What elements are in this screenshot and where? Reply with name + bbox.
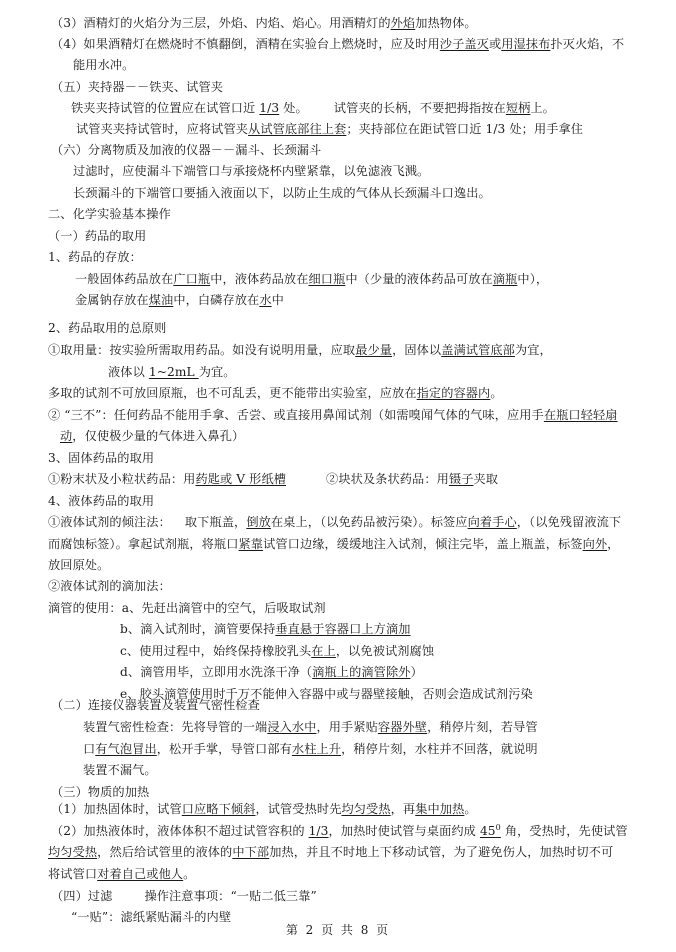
text-line	[48, 493, 154, 509]
text-line	[73, 163, 429, 179]
text-segment: 中），	[517, 272, 549, 286]
underlined-keyword: 在上	[311, 644, 336, 658]
text-line	[51, 823, 628, 839]
underlined-keyword: 均匀受热	[48, 845, 98, 859]
text-line	[71, 100, 555, 116]
text-segment: 多取的试剂不可放回原瓶，也不可乱丢，更不能带出实验室，应放在	[48, 386, 417, 400]
text-line	[48, 320, 166, 336]
underlined-keyword: 对着自己或他人	[97, 867, 184, 881]
text-line	[76, 121, 583, 137]
text-segment: ，	[607, 537, 620, 551]
text-segment: 长颈漏斗的下端管口要插入液面以下，以防止生成的气体从长颈漏斗口逸出。	[73, 186, 491, 200]
text-line	[120, 643, 434, 659]
text-segment: （六）分离物质及加液的仪器－－漏斗、长颈漏斗	[51, 143, 322, 157]
text-line	[83, 762, 157, 778]
text-line	[48, 249, 142, 265]
text-line	[83, 741, 538, 757]
superscript: 0	[495, 823, 501, 832]
underlined-keyword: 用湿抹布	[501, 37, 551, 51]
underlined-keyword: 口应略下倾斜	[181, 802, 256, 816]
text-segment: ，加热时使试管与桌面约成	[328, 824, 480, 838]
text-segment: 上。	[530, 101, 555, 115]
text-segment: 操作注意事项：“一贴二低三靠”	[144, 889, 317, 903]
text-segment: 3、固体药品的取用	[48, 451, 155, 465]
text-line	[48, 228, 146, 244]
text-segment: 夹取	[473, 472, 499, 486]
underlined-keyword: 药匙或 V 形纸槽	[195, 472, 287, 486]
text-segment: 一般固体药品放在	[75, 272, 174, 286]
text-line	[73, 185, 491, 201]
text-segment: 装置气密性检查：先将导管的一端	[83, 720, 268, 734]
text-line	[51, 801, 477, 817]
underlined-keyword: 紧靠	[238, 537, 264, 551]
text-line	[48, 514, 621, 530]
text-segment: ，以免被试剂腐蚀	[335, 644, 435, 658]
text-segment: ，再	[390, 802, 416, 816]
underlined-keyword: 中下部	[232, 845, 270, 859]
text-line	[51, 142, 321, 158]
underlined-keyword: 1/3	[308, 824, 329, 838]
text-segment: 4、液体药品的取用	[48, 494, 155, 508]
text-segment: 。	[464, 802, 477, 816]
text-segment: ①粉末状及小粒状药品：用	[48, 472, 196, 486]
text-line	[48, 536, 619, 552]
text-segment: ，松开手掌，导管口部有	[156, 742, 292, 756]
underlined-keyword: 细口瓶	[308, 272, 346, 286]
underlined-keyword: $45^0$	[479, 823, 501, 838]
text-segment: （五）夹持器－－铁夹、试管夹	[51, 80, 224, 94]
text-line	[48, 342, 552, 358]
text-segment: 角，受热时，先使试管	[500, 824, 628, 838]
text-line	[51, 697, 260, 713]
text-segment: 或	[488, 37, 502, 51]
text-segment: 金属钠存放在	[75, 293, 149, 307]
underlined-keyword: 水柱上升	[291, 742, 342, 756]
text-segment: 口	[83, 742, 96, 756]
text-segment: 将试管口	[48, 867, 98, 881]
underlined-keyword: 短柄	[505, 101, 531, 115]
text-segment: ，用手紧贴	[316, 720, 378, 734]
text-line	[75, 271, 548, 287]
text-segment: 加热，并且不时地上下移动试管，为了避免伤人，加热时切不可	[269, 845, 614, 859]
text-line	[120, 664, 423, 680]
text-segment: ，稍停片刻，若导管	[427, 720, 538, 734]
text-segment: e、胶头滴管使用时千万不能伸入容器中或与器壁接触，否则会造成试剂污染	[120, 687, 533, 701]
underlined-keyword: 沙子盖灭	[439, 37, 489, 51]
text-segment: 为宜。	[198, 365, 236, 379]
text-segment: “一贴”：滤纸紧贴漏斗的内壁	[71, 910, 232, 924]
text-segment: ，仅使极少量的气体进入鼻孔）	[72, 429, 245, 443]
text-line	[60, 428, 244, 444]
underlined-keyword: 滴瓶上的滴管除外	[312, 665, 411, 679]
text-line	[48, 450, 154, 466]
text-segment: 试管夹夹持试管时，应将试管夹	[76, 122, 249, 136]
text-segment: （3）酒精灯的火焰分为三层，外焰、内焰、焰心。用酒精灯的	[51, 16, 391, 30]
text-segment: ①液体试剂的倾注法：	[48, 515, 171, 529]
text-segment: 能用水冲。	[73, 58, 135, 72]
text-segment: 放回原处。	[48, 558, 110, 572]
underlined-keyword: 广口瓶	[173, 272, 211, 286]
text-segment: ，稍停片刻，水柱并不回落，就说明	[341, 742, 538, 756]
text-segment: 中（少量的液体药品可放在	[345, 272, 493, 286]
underlined-keyword: 容器外壁	[377, 720, 428, 734]
text-segment: （一）药品的取用	[48, 229, 147, 243]
text-segment: 扑灭火焰，不	[550, 37, 625, 51]
text-segment: 。	[490, 386, 503, 400]
text-line	[51, 36, 624, 52]
text-segment: 装置不漏气。	[83, 763, 157, 777]
underlined-keyword: 指定的容器内	[416, 386, 491, 400]
text-segment: 1、药品的存放：	[48, 250, 142, 264]
text-segment: 中，液体药品放在	[210, 272, 309, 286]
text-line	[48, 471, 498, 487]
underlined-keyword: 煤油	[148, 293, 174, 307]
text-segment: 过滤时，应使漏斗下端管口与承接烧杯内壁紧靠，以免滤液飞溅。	[73, 164, 430, 178]
text-line	[51, 784, 149, 800]
text-line	[51, 888, 317, 904]
text-segment: d、滴管用毕，立即用水洗涤干净（	[120, 665, 313, 679]
text-segment: c、使用过程中，始终保持橡胶乳头	[120, 644, 312, 658]
underlined-keyword: 在瓶口轻轻扇	[543, 408, 618, 422]
underlined-keyword: 从试管底部往上套	[248, 122, 347, 136]
text-segment: （2）加热液体时，液体体积不超过试管容积的	[51, 824, 309, 838]
text-segment: 而腐蚀标签）。拿起试剂瓶，将瓶口	[48, 537, 239, 551]
text-segment: 在桌上，（以免药品被污染）。标签应	[270, 515, 468, 529]
page-footer: 第 2 页 共 8 页	[285, 923, 391, 937]
underlined-keyword: 滴瓶	[492, 272, 518, 286]
text-line	[48, 206, 171, 222]
text-segment: 加热物体。	[415, 16, 477, 30]
underlined-keyword: 集中加热	[415, 802, 465, 816]
text-segment: b、滴入试剂时，滴管要保持	[120, 622, 276, 636]
text-segment: 。	[183, 867, 196, 881]
underlined-keyword: 1~2mL	[148, 365, 199, 379]
text-line	[48, 557, 109, 573]
underlined-keyword: 最少量	[355, 343, 393, 357]
underlined-keyword: 镊子	[448, 472, 474, 486]
text-line	[48, 407, 618, 423]
text-line	[48, 866, 195, 882]
underlined-keyword: 向外	[582, 537, 608, 551]
text-segment: 铁夹夹持试管的位置应在试管口近	[71, 101, 260, 115]
underlined-keyword: 盖满试管底部	[441, 343, 515, 357]
text-segment: 滴管的使用：a、先赶出滴管中的空气，后吸取试剂	[48, 601, 326, 615]
text-segment: 2、药品取用的总原则	[48, 321, 167, 335]
underlined-keyword: 水	[259, 293, 272, 307]
underlined-keyword: 有气泡冒出	[95, 742, 157, 756]
text-line	[48, 578, 171, 594]
text-segment: （四）过滤	[51, 889, 113, 903]
underlined-keyword: 垂直悬于容器口上方滴加	[275, 622, 411, 636]
underlined-keyword: 倒放	[246, 515, 271, 529]
text-segment: 试管口边缘，缓缓地注入试剂，倾注完毕，盖上瓶盖，标签	[263, 537, 583, 551]
text-segment: （二）连接仪器装置及装置气密性检查	[51, 698, 260, 712]
underlined-keyword: 浸入水中	[267, 720, 317, 734]
text-segment: 中，白磷存放在	[173, 293, 260, 307]
text-segment: （4）如果酒精灯在燃烧时不慎翻倒，酒精在实验台上燃烧时，应及时用	[51, 37, 440, 51]
text-segment: 液体以	[108, 365, 149, 379]
text-segment: ②液体试剂的滴加法：	[48, 579, 171, 593]
text-segment: 二、化学实验基本操作	[48, 207, 171, 221]
text-segment: ）	[410, 665, 423, 679]
underlined-keyword: 均匀受热	[341, 802, 391, 816]
underlined-keyword: 外焰	[390, 16, 416, 30]
text-segment: ，固体以	[392, 343, 442, 357]
text-segment: 中	[271, 293, 284, 307]
text-segment: 为宜，	[514, 343, 552, 357]
underlined-keyword: 向着手心	[467, 515, 517, 529]
text-line	[51, 15, 477, 31]
text-segment: ；夹持部位在距试管口近 1/3 处；用手拿住	[346, 122, 584, 136]
text-line	[75, 292, 284, 308]
text-segment: 处。	[279, 101, 308, 115]
text-segment: （三）物质的加热	[51, 785, 150, 799]
text-segment: ①取用量：按实验所需取用药品。如没有说明用量，应取	[48, 343, 356, 357]
text-segment: 试管夹的长柄，不要把拇指按在	[333, 101, 506, 115]
text-line	[51, 79, 223, 95]
text-segment: （1）加热固体时，试管	[51, 802, 182, 816]
text-segment: ，然后给试管里的液体的	[97, 845, 233, 859]
text-segment: 取下瓶盖，	[184, 515, 247, 529]
text-segment: ，（以免残留液流下	[516, 515, 622, 529]
underlined-keyword: 1/3	[259, 101, 280, 115]
text-segment: ，试管受热时先	[255, 802, 342, 816]
text-line	[48, 385, 503, 401]
text-line	[48, 844, 613, 860]
text-line	[73, 57, 134, 73]
underlined-keyword: 动	[60, 429, 73, 443]
text-line	[120, 621, 411, 637]
text-segment: ② “三不”：任何药品不能用手拿、舌尝、或直接用鼻闻试剂（如需嗅闻气体的气味，应用手	[48, 408, 544, 422]
text-line	[48, 600, 326, 616]
text-line	[83, 719, 538, 735]
text-line	[108, 364, 236, 380]
text-segment: ②块状及条状药品：用	[326, 472, 449, 486]
